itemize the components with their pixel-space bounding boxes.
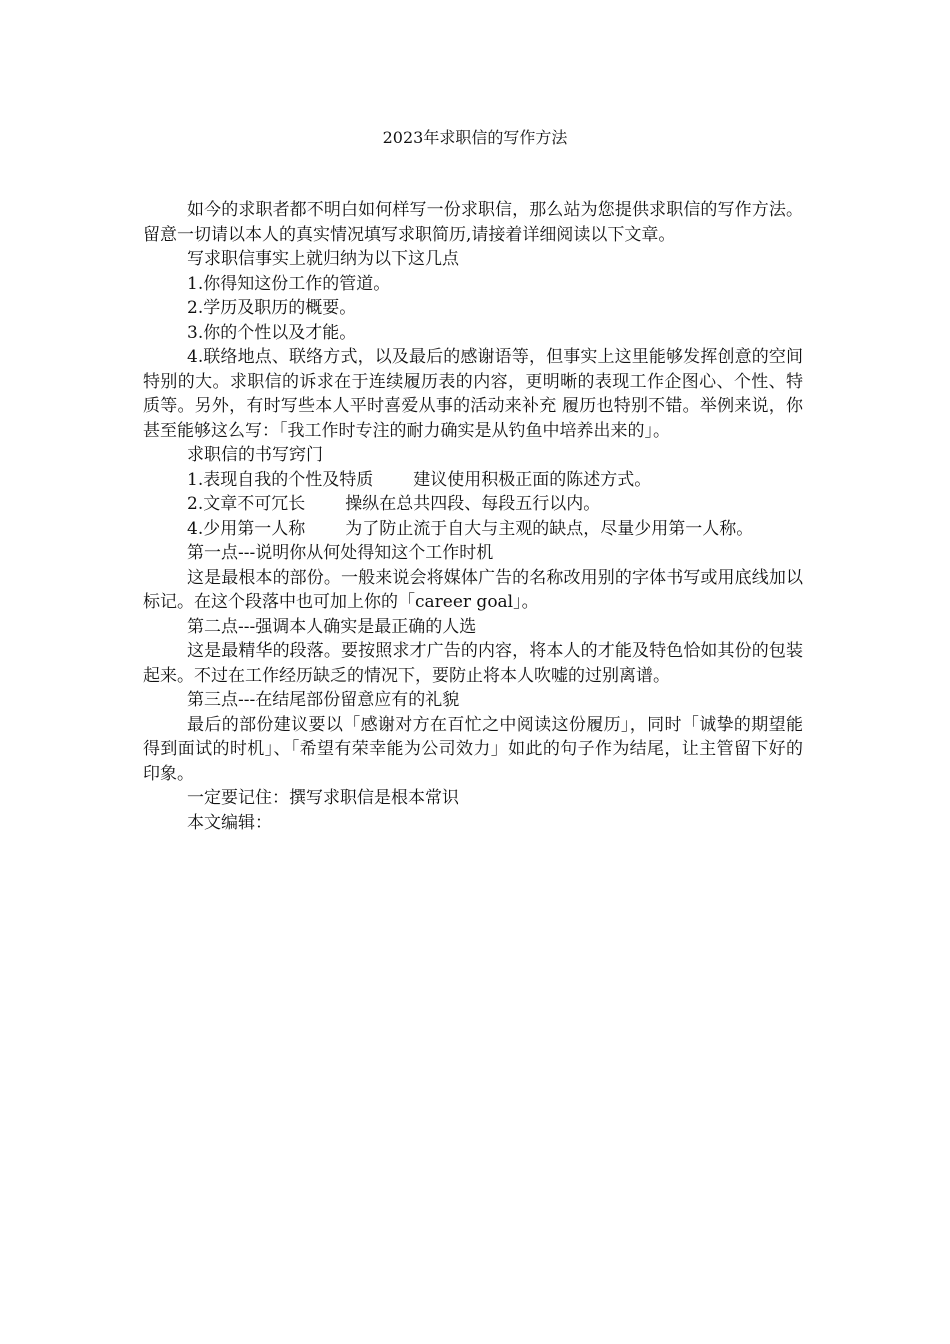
section-body: 这是最精华的段落。要按照求才广告的内容，将本人的才能及特色恰如其份的包装起来。不过在工作经历缺乏的情况下，要防止将本人吹嘘的过别离谱。 (143, 641, 803, 686)
document-title: 2023年求职信的写作方法 (382, 128, 568, 147)
section-heading: 第三点---在结尾部份留意应有的礼貌 (187, 690, 460, 710)
tip-item (143, 492, 803, 517)
tips-heading: 求职信的书写窍门 (187, 445, 323, 465)
closing-note: 一定要记住：撰写求职信是根本常识 (187, 788, 459, 808)
tip-text: 建议使用积极正面的陈述方式。 (413, 469, 652, 490)
section-body: 最后的部份建议要以「感谢对方在百忙之中阅读这份履历」，同时「诚挚的期望能得到面试的时机」、「希望有荣幸能为公司效力」如此的句子作为结尾，让主管留下好的印象。 (143, 714, 803, 784)
tip-text: 为了防止流于自大与主观的缺点，尽量少用第一人称。 (345, 518, 754, 539)
tip-item (143, 517, 803, 542)
point-4: 4.联络地点、联络方式，以及最后的感谢语等，但事实上这里能够发挥创意的空间特别的大。求职信的诉求在于连续履历表的内容，更明晰的表现工作企图心、个性、特质等。另外，有时写些本人平时喜爱从事的活动来补充 履历也特别不错。举例来说，你甚至能够这么写：「我工作时专注的耐力确实是从钓鱼中培养出来的」。 (143, 347, 803, 441)
summary-heading: 写求职信事实上就归纳为以下这几点 (187, 249, 459, 269)
point-2: 2.学历及职历的概要。 (187, 298, 357, 318)
section-heading: 第一点---说明你从何处得知这个工作时机 (187, 543, 494, 563)
intro-paragraph: 如今的求职者都不明白如何样写一份求职信，那么站为您提供求职信的写作方法。留意一切请以本人的真实情况填写求职简历,请接着详细阅读以下文章。 (143, 200, 803, 245)
tip-label: 1.表现自我的个性及特质 (187, 469, 374, 490)
section-heading: 第二点---强调本人确实是最正确的人选 (187, 616, 477, 637)
tip-text: 操纵在总共四段、每段五行以内。 (345, 494, 601, 514)
editor-credit: 本文编辑： (187, 812, 272, 833)
point-3: 3.你的个性以及才能。 (187, 322, 357, 343)
tip-label: 2.文章不可冗长 (187, 494, 306, 514)
section-body: 这是最根本的部份。一般来说会将媒体广告的名称改用别的字体书写或用底线加以标记。在这个段落中也可加上你的「career goal」。 (143, 567, 803, 612)
document-body (143, 198, 803, 835)
point-1: 1.你得知这份工作的管道。 (187, 273, 391, 294)
tip-item (143, 468, 803, 493)
tip-label: 4.少用第一人称 (187, 518, 306, 539)
